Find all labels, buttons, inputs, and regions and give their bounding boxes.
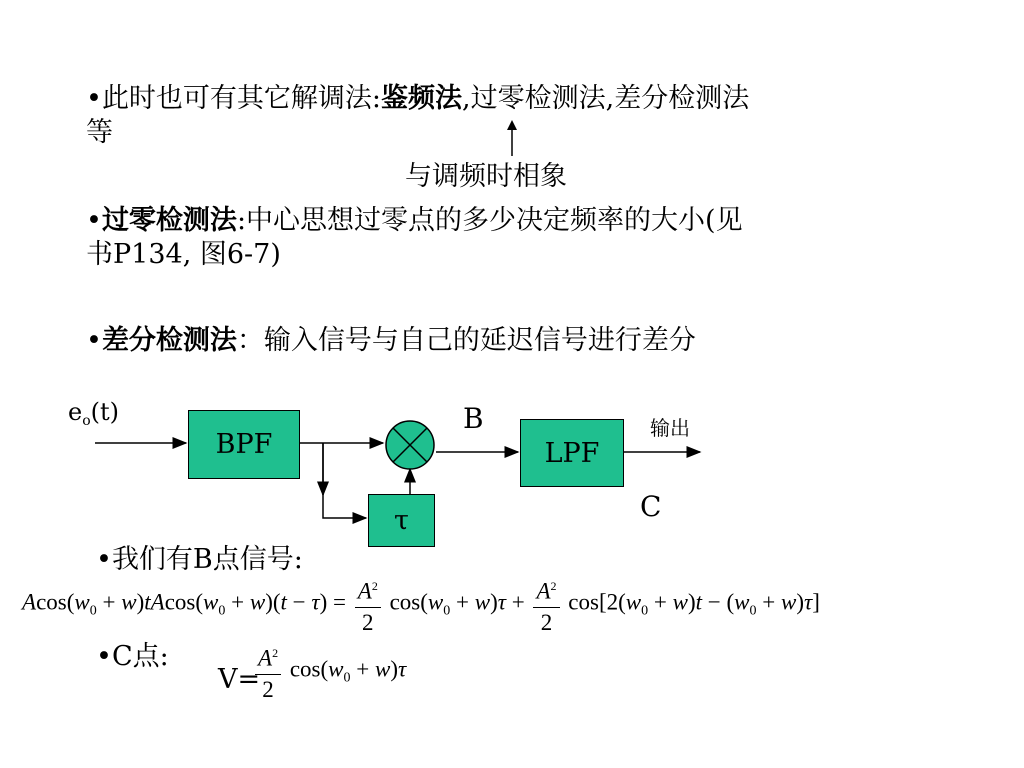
bullet: •: [86, 205, 102, 236]
line1-wrap: 等: [86, 117, 113, 148]
bullet: •: [96, 641, 112, 672]
c-point-label: C点:: [111, 641, 169, 672]
text-line-4: [96, 543, 303, 577]
line2-wrap: 书P134, 图6-7): [86, 239, 281, 270]
bullet: •: [96, 544, 112, 575]
point-c-label: C: [640, 490, 662, 523]
equation-c-point: $\frac{A^2}{2}$ $\cos(w_0 + w)\tau$: [252, 640, 406, 703]
bpf-block: BPF: [188, 410, 300, 479]
fraction-a2-over-2-second: $\frac{A^2}{2}$: [533, 573, 559, 636]
line3-bold-term: 差分检测法: [101, 325, 237, 356]
bpf-to-delay-wire: [323, 443, 366, 518]
output-label: 输出: [650, 416, 690, 440]
delay-block: τ: [368, 494, 435, 547]
input-label: $e_o(t)$: [68, 398, 120, 429]
equation-b-point: $Acos(w_0 + w)tAcos(w_0 + w)(t - \tau)$ = $\frac{A^2}{2}$ $\cos(w_0 + w)\tau$ + $\frac{A^2}{2}$ $\cos[2(w_0 + w)t - (w_0 + w)\tau]$: [22, 573, 820, 636]
line2-bold-term: 过零检测法: [101, 205, 237, 236]
note-label: 与调频时相象: [405, 161, 567, 192]
line2-rest: :中心思想过零点的多少决定频率的大小(见: [236, 205, 743, 236]
bullet: •: [86, 325, 102, 356]
line4-text: 我们有B点信号:: [111, 544, 303, 575]
fraction-c-a2-over-2: $\frac{A^2}{2}$: [255, 640, 281, 703]
line1-prefix: 此时也可有其它解调法:: [101, 83, 382, 114]
v-label: V=: [218, 664, 261, 695]
fraction-a2-over-2: $\frac{A^2}{2}$: [355, 573, 381, 636]
line1-bold-term: 鉴频法: [381, 83, 463, 114]
lpf-block: LPF: [520, 419, 624, 487]
text-line-5: [96, 640, 169, 674]
line3-rest: ：输入信号与自己的延迟信号进行差分: [236, 325, 696, 356]
point-b-label: B: [463, 402, 484, 435]
line1-suffix: ,过零检测法,差分检测法: [462, 83, 750, 114]
bullet: •: [86, 83, 102, 114]
